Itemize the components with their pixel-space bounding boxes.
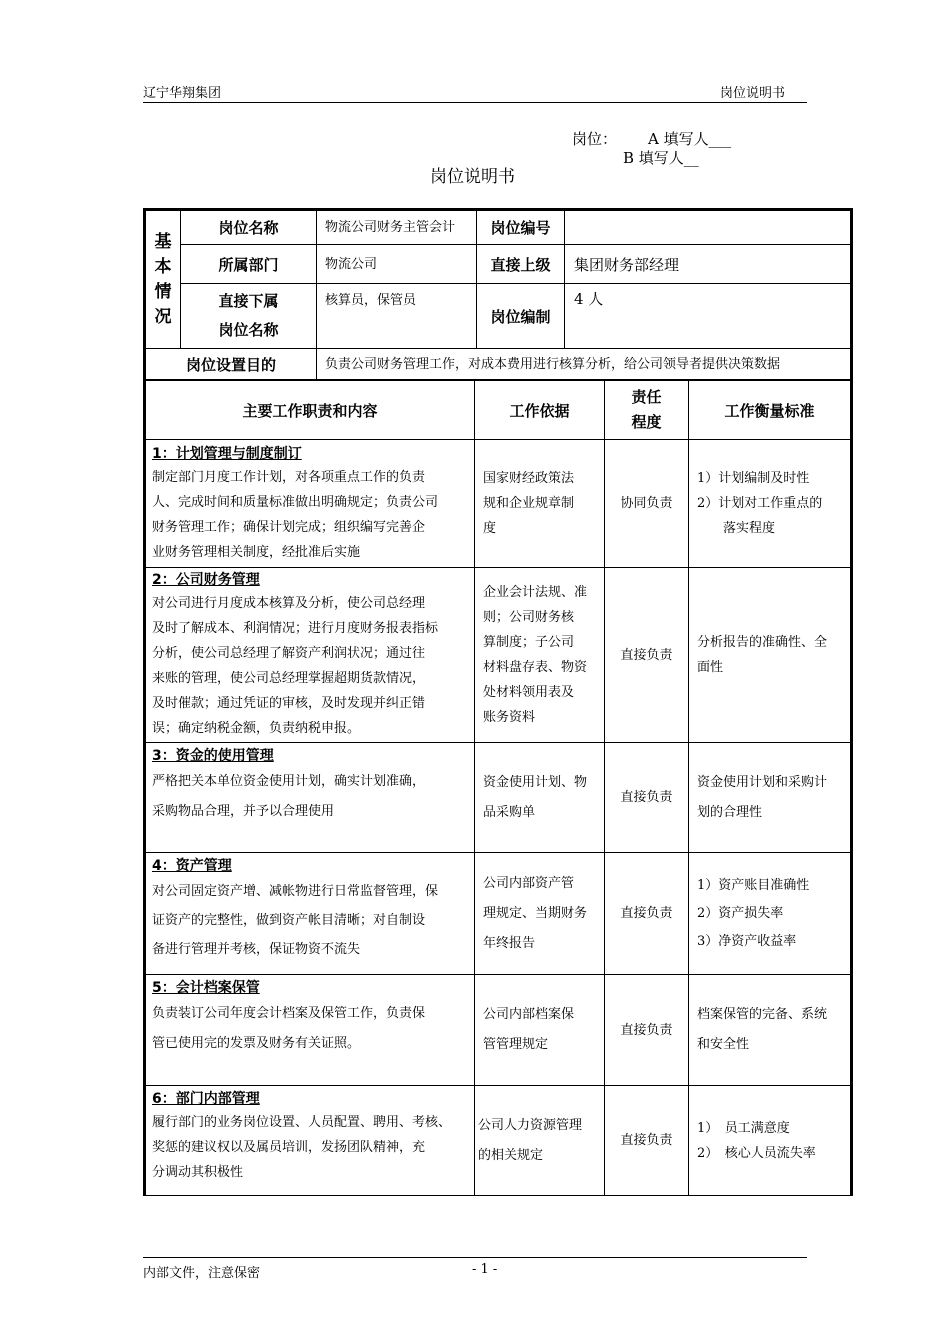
basic-section-label: 基 本 情 况 (154, 231, 172, 327)
duty-4-responsibility: 直接负责 (620, 906, 673, 921)
col-content-header: 主要工作职责和内容 (242, 401, 378, 420)
job-name-label: 岗位名称 (218, 219, 279, 237)
superior-label: 直接上级 (490, 255, 551, 274)
duty-5-responsibility: 直接负责 (620, 1022, 673, 1038)
duty-1-basis: 国家财经政策法 规和企业规章制 度 (483, 471, 575, 536)
job-name-value: 物流公司财务主管会计 (325, 220, 456, 235)
footer-rule (143, 1257, 807, 1258)
staffing-value: 4 人 (574, 290, 604, 308)
duty-6-title: 6：部门内部管理 (152, 1091, 260, 1107)
duty-5-standard: 档案保管的完备、系统 和安全性 (697, 1007, 828, 1052)
duty-3-basis: 资金使用计划、物 品采购单 (483, 774, 588, 820)
subordinates-label: 直接下属 岗位名称 (218, 292, 279, 339)
fill-info-b: B 填写人__ (623, 149, 699, 167)
duty-4-content: 4：资产管理 对公司固定资产增、减帐物进行日常监督管理，保 证资产的完整性，做到资产帐目清晰；对自制设 备进行管理并考核，保证物资不流失 (152, 855, 472, 964)
duty-2-title: 2：公司财务管理 (152, 572, 260, 588)
department-value: 物流公司 (325, 256, 378, 272)
duty-6-standard: 1） 员工满意度 2） 核心人员流失率 (697, 1120, 816, 1161)
duty-4-title: 4：资产管理 (152, 858, 232, 874)
header-company: 辽宁华翔集团 (143, 86, 222, 101)
purpose-value: 负责公司财务管理工作，对成本费用进行核算分析，给公司领导者提供决策数据 (325, 356, 781, 372)
duty-3-standard: 资金使用计划和采购计 划的合理性 (697, 774, 828, 820)
page-number: - 1 - (472, 1262, 498, 1277)
staffing-label: 岗位编制 (490, 307, 551, 326)
duty-1-responsibility: 协同负责 (620, 496, 673, 511)
col-basis-header: 工作依据 (509, 401, 570, 420)
job-code-value (572, 211, 848, 244)
duty-3-content: 3：资金的使用管理 严格把关本单位资金使用计划，确实计划准确， 采购物品合理，并予以合理使用 (152, 745, 472, 827)
duty-1-standard: 1）计划编制及时性 2）计划对工作重点的 落实程度 (697, 471, 823, 536)
col-responsibility-header: 责任 程度 (631, 388, 662, 431)
superior-value: 集团财务部经理 (574, 255, 680, 274)
duty-2-basis: 企业会计法规、准 则；公司财务核 算制度；子公司 材料盘存表、物资 处材料领用表及 账务资料 (483, 585, 588, 725)
purpose-label: 岗位设置目的 (185, 355, 276, 374)
duty-6-basis: 公司人力资源管理 的相关规定 (478, 1117, 583, 1163)
duty-3-title: 3：资金的使用管理 (152, 748, 274, 764)
duty-2-standard: 分析报告的准确性、全 面性 (697, 635, 828, 675)
duty-5-content: 5：会计档案保管 负责装订公司年度会计档案及保管工作，负责保 管已使用完的发票及财务有关证照。 (152, 977, 472, 1059)
fill-info-label: 岗位： (572, 130, 618, 148)
duty-6-content: 6：部门内部管理 履行部门的业务岗位设置、人员配置、聘用、考核、 奖惩的建议权以及属员培训，发扬团队精神，充 分调动其积极性 (152, 1088, 472, 1185)
duty-4-standard: 1）资产账目准确性 2）资产损失率 3）净资产收益率 (697, 877, 810, 949)
duty-1-title: 1：计划管理与制度制订 (152, 446, 302, 462)
page-title: 岗位说明书 (430, 167, 515, 187)
footer-confidential: 内部文件，注意保密 (143, 1266, 261, 1281)
duty-4-basis: 公司内部资产管 理规定、当期财务 年终报告 (483, 875, 588, 951)
duty-1-content: 1：计划管理与制度制订 制定部门月度工作计划，对各项重点工作的负责 人、完成时间和质量标准做出明确规定；负责公司 财务管理工作；确保计划完成；组织编写完善企 业财务管理相关制度，经批准后实施 (152, 443, 472, 565)
duty-5-title: 5：会计档案保管 (152, 980, 260, 996)
fill-info-a: A 填写人___ (648, 130, 732, 148)
col-standard-header: 工作衡量标准 (724, 401, 815, 420)
duty-6-responsibility: 直接负责 (620, 1133, 673, 1148)
duty-3-responsibility: 直接负责 (620, 790, 673, 805)
duty-5-basis: 公司内部档案保 管管理规定 (483, 1007, 575, 1052)
department-label: 所属部门 (218, 255, 279, 274)
header-doc-type: 岗位说明书 (720, 86, 786, 101)
job-code-label: 岗位编号 (490, 219, 551, 237)
duty-2-responsibility: 直接负责 (620, 647, 673, 663)
subordinates-value: 核算员，保管员 (325, 293, 417, 308)
duty-2-content: 2：公司财务管理 对公司进行月度成本核算及分析，使公司总经理 及时了解成本、利润情况；进行月度财务报表指标 分析，使公司总经理了解资产利润状况；通过往 来账的管理，使公司总经理掌握超期货款情况， 及时催款；通过凭证的审核，及时发现并纠正错 误；确定纳税金额，负责纳税申报。 (152, 569, 472, 741)
